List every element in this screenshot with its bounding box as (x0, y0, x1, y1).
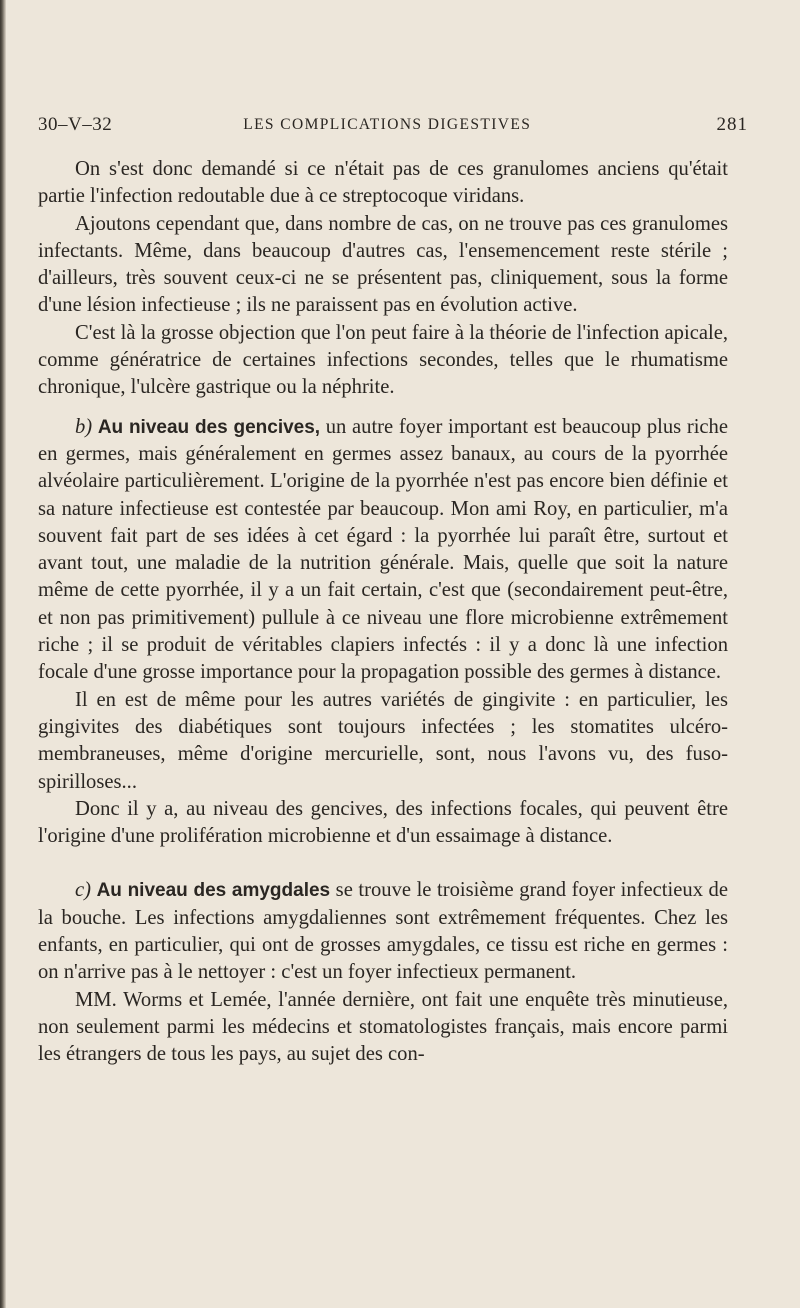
page-number: 281 (716, 114, 748, 135)
paragraph: Donc il y a, au niveau des gencives, des infections focales, qui peuvent être l'origine d'une prolifération microbienne et d'un essaimage à distance. (38, 797, 728, 848)
paragraph: On s'est donc demandé si ce n'était pas de ces granulomes anciens qu'était partie l'infection redoutable due à ce streptocoque viridans. (38, 158, 728, 208)
header-title: LES COMPLICATIONS DIGESTIVES (243, 116, 532, 133)
section-heading: Au niveau des amygdales (96, 880, 331, 902)
running-header (38, 114, 748, 138)
body-text (38, 156, 728, 1069)
paragraph: Il en est de même pour les autres variétés de gingivite : en particulier, les gingivites des diabétiques sont toujours infectées ; les stomatites ulcéro-membraneuses, même d'origine mercurielle, sont, nous l'avons vu, des fuso-spirilloses... (38, 688, 728, 793)
page-binding-edge (0, 0, 6, 1308)
section-paragraph-amygdales (38, 877, 728, 986)
section-letter: c) (75, 879, 91, 902)
paragraph-text: un autre foyer important est beaucoup plus riche en germes, mais généralement en germes assez banaux, au cours de la pyorrhée alvéolaire particulièrement. L'origine de la pyorrhée n'est pas encore bien définie et sa nature infectieuse est contestée par beaucoup. Mon ami Roy, en particulier, m'a souvent fait part de ses idées à cet égard : la pyorrhée lui paraît être, surtout et avant tout, une maladie de la nutrition générale. Mais, quelle que soit la nature même de cette pyorrhée, il y a un fait certain, c'est que (secondairement peut-être, et non pas primitivement) pullule à ce niveau une flore microbienne extrêmement riche ; il se produit de véritables clapiers infectés : il y a donc là une infection focale d'une grosse importance pour la propagation possible des germes à distance. (38, 415, 728, 684)
section-letter: b) (75, 415, 93, 438)
section-heading: Au niveau des gencives, (97, 416, 321, 438)
section-paragraph-gencives (38, 414, 728, 687)
paragraph: MM. Worms et Lemée, l'année dernière, ont fait une enquête très minutieuse, non seulement parmi les médecins et stomatologistes français, mais encore parmi les étrangers de tous les pays, au sujet des con- (38, 988, 728, 1066)
paragraph: C'est là la grosse objection que l'on peut faire à la théorie de l'infection apicale, comme génératrice de certaines infections secondes, telles que le rhumatisme chronique, l'ulcère gastrique ou la néphrite. (38, 321, 728, 399)
paragraph: Ajoutons cependant que, dans nombre de cas, on ne trouve pas ces granulomes infectants. Même, dans beaucoup d'autres cas, l'ensemencement reste stérile ; d'ailleurs, très souvent ceux-ci ne se présentent pas, cliniquement, sous la forme d'une lésion infectieuse ; ils ne paraissent pas en évolution active. (38, 212, 728, 317)
paragraph-text: se trouve le troisième grand foyer infectieux de la bouche. Les infections amygdaliennes sont extrêmement fréquentes. Chez les enfants, en particulier, qui ont de grosses amygdales, ce tissu est riche en germes : on n'arrive pas à le nettoyer : c'est un foyer infectieux permanent. (38, 879, 728, 984)
header-date: 30–V–32 (38, 114, 113, 135)
